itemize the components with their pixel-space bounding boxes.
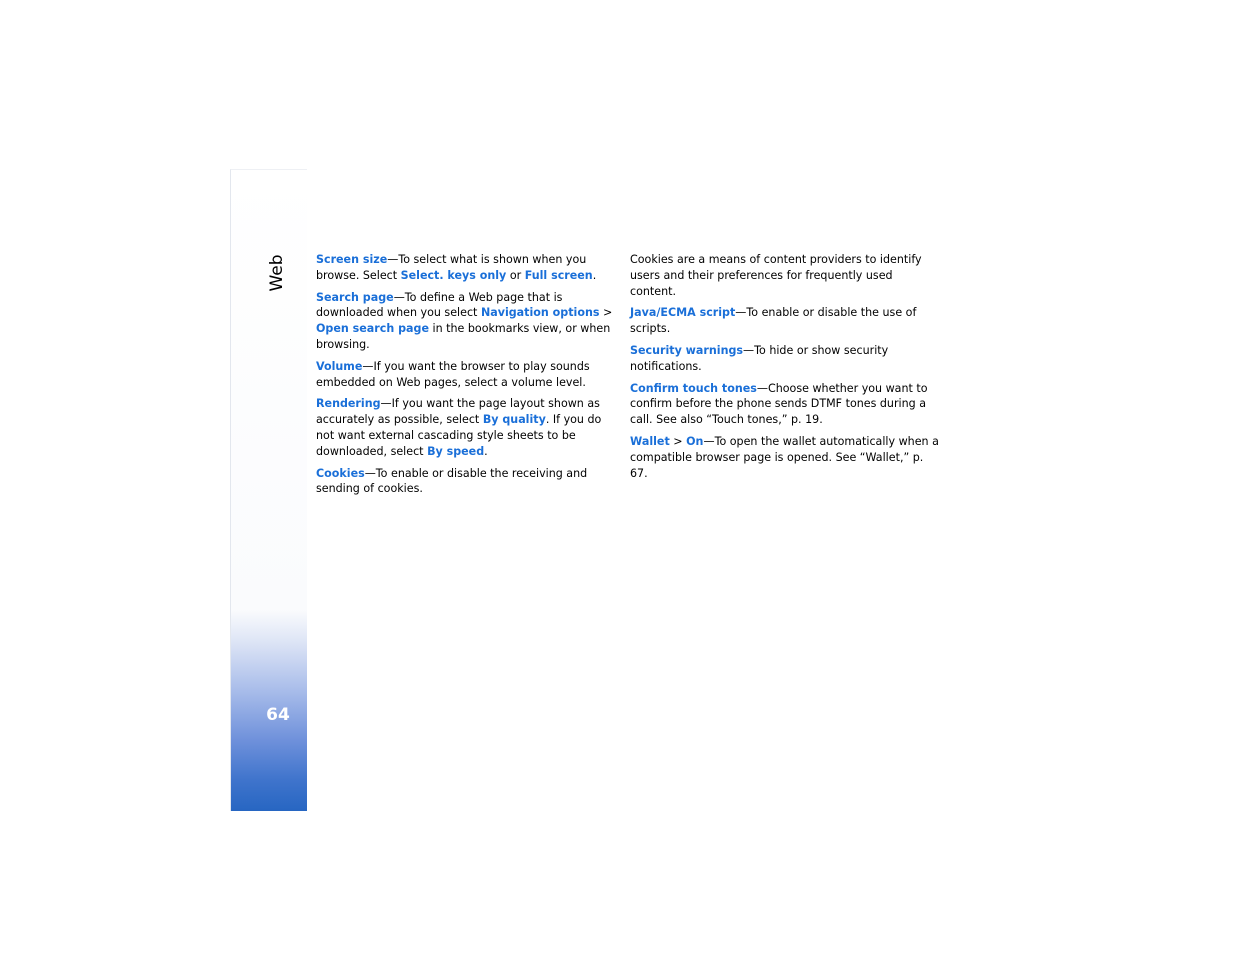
cookies-paragraph — [316, 466, 616, 498]
rendering-paragraph — [316, 396, 616, 459]
rendering-text-2: . If you do not want external cascading style sheets to be downloaded, select — [316, 413, 602, 458]
wallet-text-2: —To open the wallet automatically when a compatible browser page is opened. See “Wallet,” p. 67. — [630, 434, 939, 480]
search-page-term: Search page — [316, 290, 394, 304]
by-quality-option: By quality — [482, 413, 546, 427]
confirm-touch-tones-paragraph — [630, 381, 940, 428]
screen-size-term: Screen size — [316, 253, 388, 266]
java-script-paragraph — [630, 305, 940, 337]
wallet-on-option: On — [686, 434, 704, 448]
screen-size-text-2: or — [506, 268, 525, 282]
search-page-text-2: > — [599, 306, 613, 320]
cookies-text-1: —To enable or disable the receiving and sending of cookies. — [316, 466, 588, 496]
search-page-paragraph — [316, 290, 616, 353]
java-script-term: Java/ECMA script — [630, 306, 736, 320]
cookies-note-paragraph: Cookies are a means of content providers to identify users and their preferences for frequently used content. — [630, 253, 922, 298]
confirm-touch-tones-text-1: —Choose whether you want to confirm before the phone sends DTMF tones during a call. See also “Touch tones,” p. 19. — [630, 381, 928, 427]
volume-text-1: —If you want the browser to play sounds embedded on Web pages, select a volume level. — [316, 359, 590, 389]
security-warnings-text-1: —To hide or show security notifications. — [630, 343, 889, 373]
security-warnings-paragraph — [630, 343, 940, 375]
section-title — [262, 256, 292, 290]
left-column — [316, 252, 616, 503]
volume-paragraph — [316, 359, 616, 391]
rendering-text-1: —If you want the page layout shown as accurately as possible, select — [316, 397, 600, 427]
java-script-text-1: —To enable or disable the use of scripts. — [630, 306, 917, 336]
wallet-text-1: > — [669, 434, 687, 448]
rendering-text-3: . — [484, 444, 488, 458]
navigation-options-option: Navigation options — [480, 306, 600, 320]
open-search-page-option: Open search page — [316, 322, 429, 336]
select-keys-only-option: Select. keys only — [400, 268, 507, 282]
wallet-paragraph — [630, 434, 940, 481]
search-page-text-1: —To define a Web page that is downloaded when you select — [316, 290, 563, 320]
search-page-text-3: in the bookmarks view, or when browsing. — [316, 322, 611, 351]
screen-size-paragraph — [316, 252, 616, 284]
wallet-term: Wallet — [630, 434, 670, 448]
section-title-text: Web — [267, 254, 287, 292]
cookies-term: Cookies — [316, 466, 365, 480]
volume-term: Volume — [316, 359, 363, 373]
right-column — [630, 252, 940, 487]
by-speed-option: By speed — [427, 444, 485, 458]
full-screen-option: Full screen — [524, 268, 593, 282]
rendering-term: Rendering — [316, 397, 381, 411]
page-number: 64 — [266, 705, 290, 725]
security-warnings-term: Security warnings — [630, 343, 744, 357]
confirm-touch-tones-term: Confirm touch tones — [630, 381, 757, 395]
screen-size-text-3: . — [592, 268, 597, 282]
screen-size-text-1: —To select what is shown when you browse. Select — [316, 253, 587, 282]
